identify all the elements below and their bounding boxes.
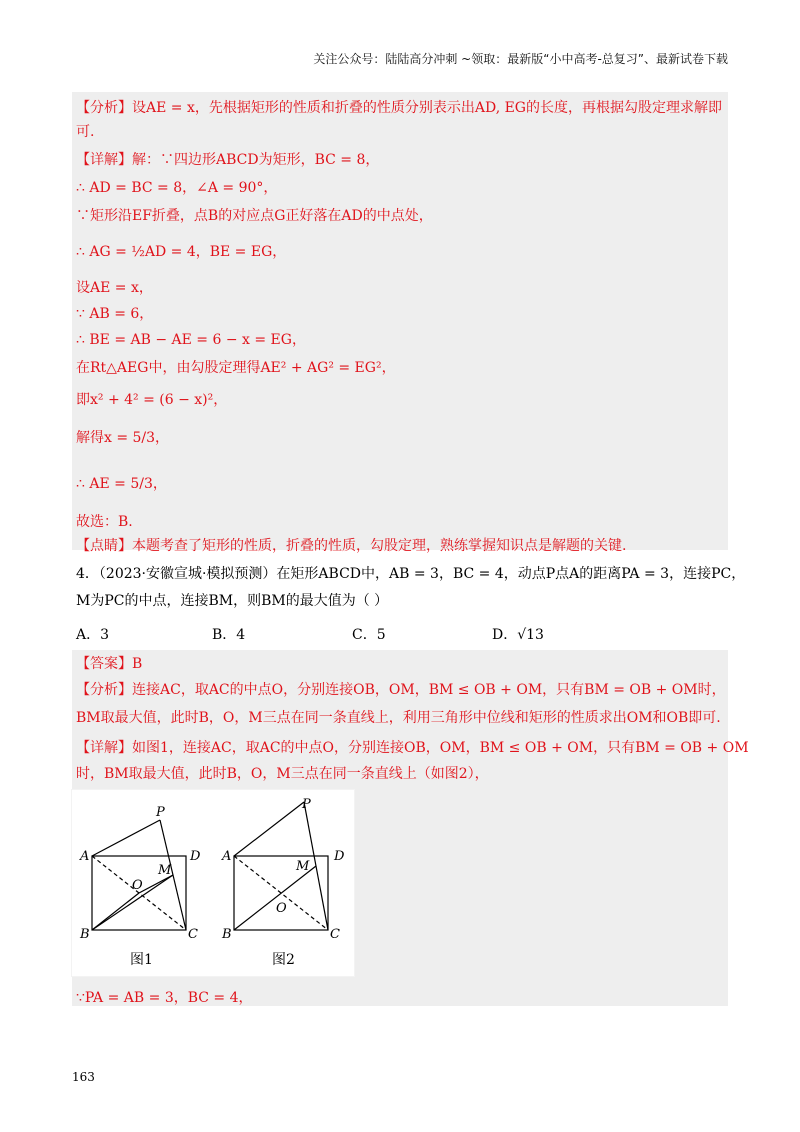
- label-c-1: C: [188, 927, 198, 942]
- option-b: B．4: [212, 627, 246, 643]
- text-line-9: ∴ BE = AB − AE = 6 − x = EG，: [76, 332, 306, 348]
- text-line-8: ∵ AB = 6，: [76, 306, 154, 322]
- text-line-1: 【分析】设AE = x，先根据矩形的性质和折叠的性质分别表示出AD, EG的长度，再根据勾股定理求解即: [76, 100, 722, 116]
- text-line-12: 解得x = 5/3，: [76, 430, 170, 446]
- text-line-2: 可.: [76, 124, 95, 140]
- label-c-2: C: [330, 927, 340, 942]
- page-number: 163: [72, 1070, 95, 1084]
- text-line-11: 即x² + 4² = (6 − x)²，: [76, 392, 228, 408]
- last-line: ∵PA = AB = 3，BC = 4，: [76, 990, 253, 1006]
- segment-ap-1: [92, 820, 160, 856]
- answer-line-2: 【分析】连接AC，取AC的中点O，分别连接OB，OM，BM ≤ OB + OM，只有BM = OB + OM时，: [76, 682, 726, 698]
- answer-line-4: 【详解】如图1，连接AC，取AC的中点O，分别连接OB，OM，BM ≤ OB + OM，只有BM = OB + OM: [76, 740, 749, 756]
- fig1-caption: 图1: [130, 952, 153, 968]
- figure-1: [92, 820, 186, 930]
- segment-bm-2: [234, 866, 316, 930]
- figure-1-labels: [79, 805, 201, 968]
- text-line-15: 【点睛】本题考查了矩形的性质，折叠的性质，勾股定理，熟练掌握知识点是解题的关键.: [76, 538, 627, 554]
- text-line-3: 【详解】解：∵四边形ABCD为矩形，BC = 8，: [76, 152, 380, 168]
- text-line-4: ∴ AD = BC = 8，∠A = 90°，: [76, 180, 278, 196]
- text-line-7: 设AE = x，: [76, 280, 153, 296]
- label-p-2: P: [302, 797, 311, 812]
- label-a-1: A: [80, 849, 90, 864]
- option-d: D．√13: [492, 627, 544, 643]
- text-line-5: ∵矩形沿EF折叠，点B的对应点G正好落在AD的中点处，: [76, 208, 433, 224]
- label-m-2: M: [296, 859, 310, 874]
- segment-ap-2: [234, 802, 304, 856]
- label-d-1: D: [190, 849, 201, 864]
- segment-bo-1: [92, 893, 139, 930]
- fig2-caption: 图2: [272, 952, 295, 968]
- page-header: 关注公众号：陆陆高分冲刺 ~领取：最新版“小中高考-总复习”、最新试卷下载: [313, 52, 728, 66]
- text-line-14: 故选：B.: [76, 514, 133, 530]
- figure-2-labels: [221, 797, 345, 968]
- label-b-1: B: [80, 927, 90, 942]
- answer-line-5: 时，BM取最大值，此时B，O，M三点在同一条直线上（如图2），: [76, 766, 489, 782]
- label-p-1: P: [156, 805, 165, 820]
- figure-svg: [72, 790, 354, 976]
- question-line-2: M为PC的中点，连接BM，则BM的最大值为（ ）: [76, 593, 389, 609]
- option-c: C．5: [352, 627, 386, 643]
- answer-line-1: 【答案】B: [76, 656, 143, 672]
- label-a-2: A: [222, 849, 232, 864]
- label-m-1: M: [158, 863, 172, 878]
- text-line-13: ∴ AE = 5/3，: [76, 476, 167, 492]
- label-o-1: O: [132, 878, 143, 893]
- label-b-2: B: [222, 927, 232, 942]
- answer-line-3: BM取最大值，此时B，O，M三点在同一条直线上，利用三角形中位线和矩形的性质求出OM和OB即可.: [76, 710, 721, 726]
- text-line-6: ∴ AG = ½AD = 4，BE = EG，: [76, 244, 287, 260]
- option-a: A．3: [76, 627, 110, 643]
- label-o-2: O: [276, 901, 287, 916]
- text-line-10: 在Rt△AEG中，由勾股定理得AE² + AG² = EG²，: [76, 360, 396, 376]
- geometry-figure: [72, 790, 354, 976]
- label-d-2: D: [334, 849, 345, 864]
- question-line-1: 4．（2023·安徽宣城·模拟预测）在矩形ABCD中，AB = 3，BC = 4，动点P点A的距离PA = 3，连接PC，: [76, 566, 746, 582]
